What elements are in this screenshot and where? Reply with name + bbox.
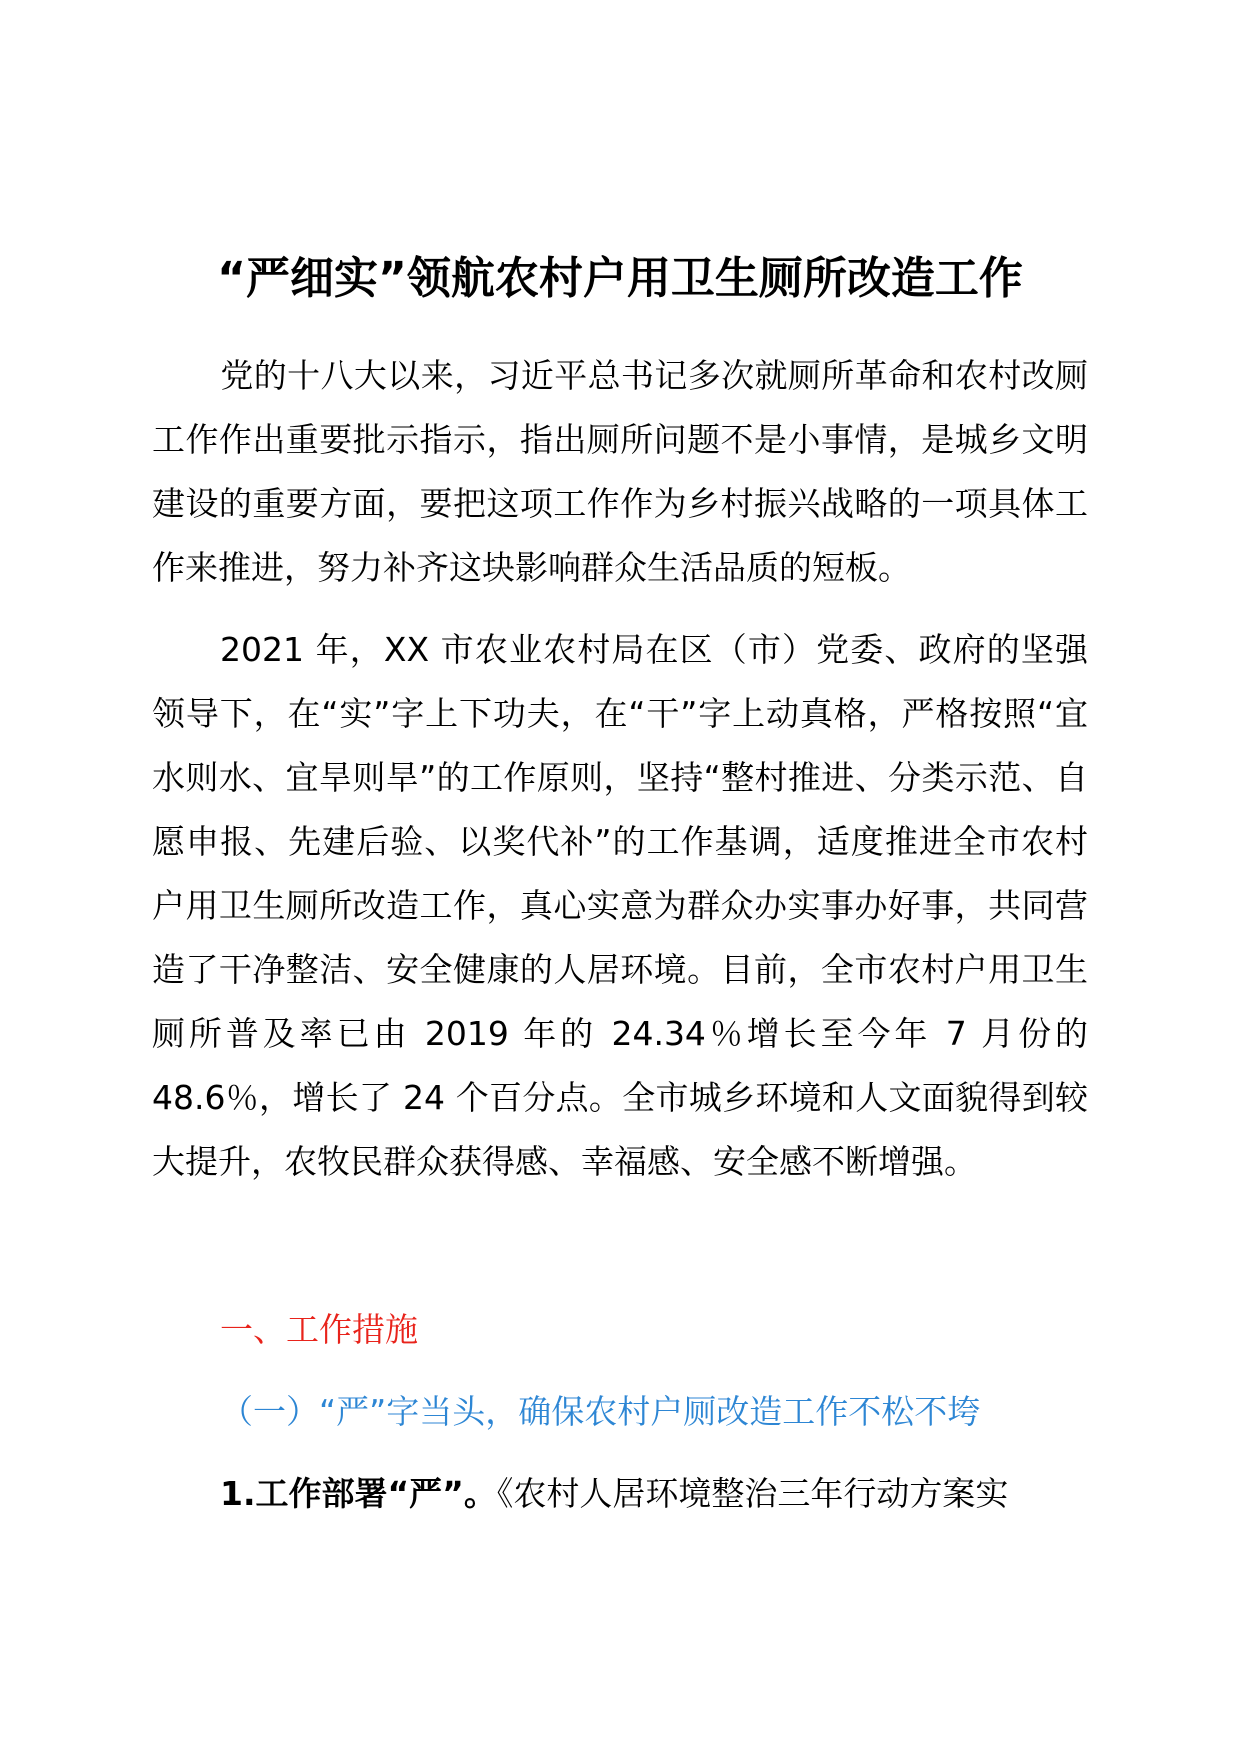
document-title: “严细实”领航农村户用卫生厕所改造工作	[217, 253, 1023, 304]
paragraph-deployment-lead: 1.工作部署“严”。	[220, 1474, 497, 1513]
paragraph-progress-text: 2021 年，XX 市农业农村局在区（市）党委、政府的坚强领导下，在“实”字上下功夫，在“干”字上动真格，严格按照“宜水则水、宜旱则旱”的工作原则，坚持“整村推进、分类示范、自愿申报、先建后验、以奖代补”的工作基调，适度推进全市农村户用卫生厕所改造工作，真心实意为群众办实事办好事，共同营造了干净整洁、安全健康的人居环境。目前，全市农村户用卫生厕所普及率已由 2019 年的 24.34％增长至今年 7 月份的 48.6％，增长了 24 个百分点。全市城乡环境和人文面貌得到较大提升，农牧民群众获得感、幸福感、安全感不断增强。	[152, 630, 1088, 1181]
paragraph-deployment-text: 《农村人居环境整治三年行动方案实	[496, 1474, 1009, 1513]
subsection-heading-strict: （一）“严”字当头，确保农村户厕改造工作不松不垮	[220, 1392, 981, 1431]
paragraph-deployment	[220, 1462, 1088, 1526]
paragraph-intro	[152, 344, 1088, 600]
paragraph-intro-text: 党的十八大以来，习近平总书记多次就厕所革命和农村改厕工作作出重要批示指示，指出厕所问题不是小事情，是城乡文明建设的重要方面，要把这项工作作为乡村振兴战略的一项具体工作来推进，努力补齐这块影响群众生活品质的短板。	[152, 356, 1088, 587]
paragraph-progress	[152, 618, 1088, 1194]
section-heading-work-measures: 一、工作措施	[220, 1310, 418, 1349]
